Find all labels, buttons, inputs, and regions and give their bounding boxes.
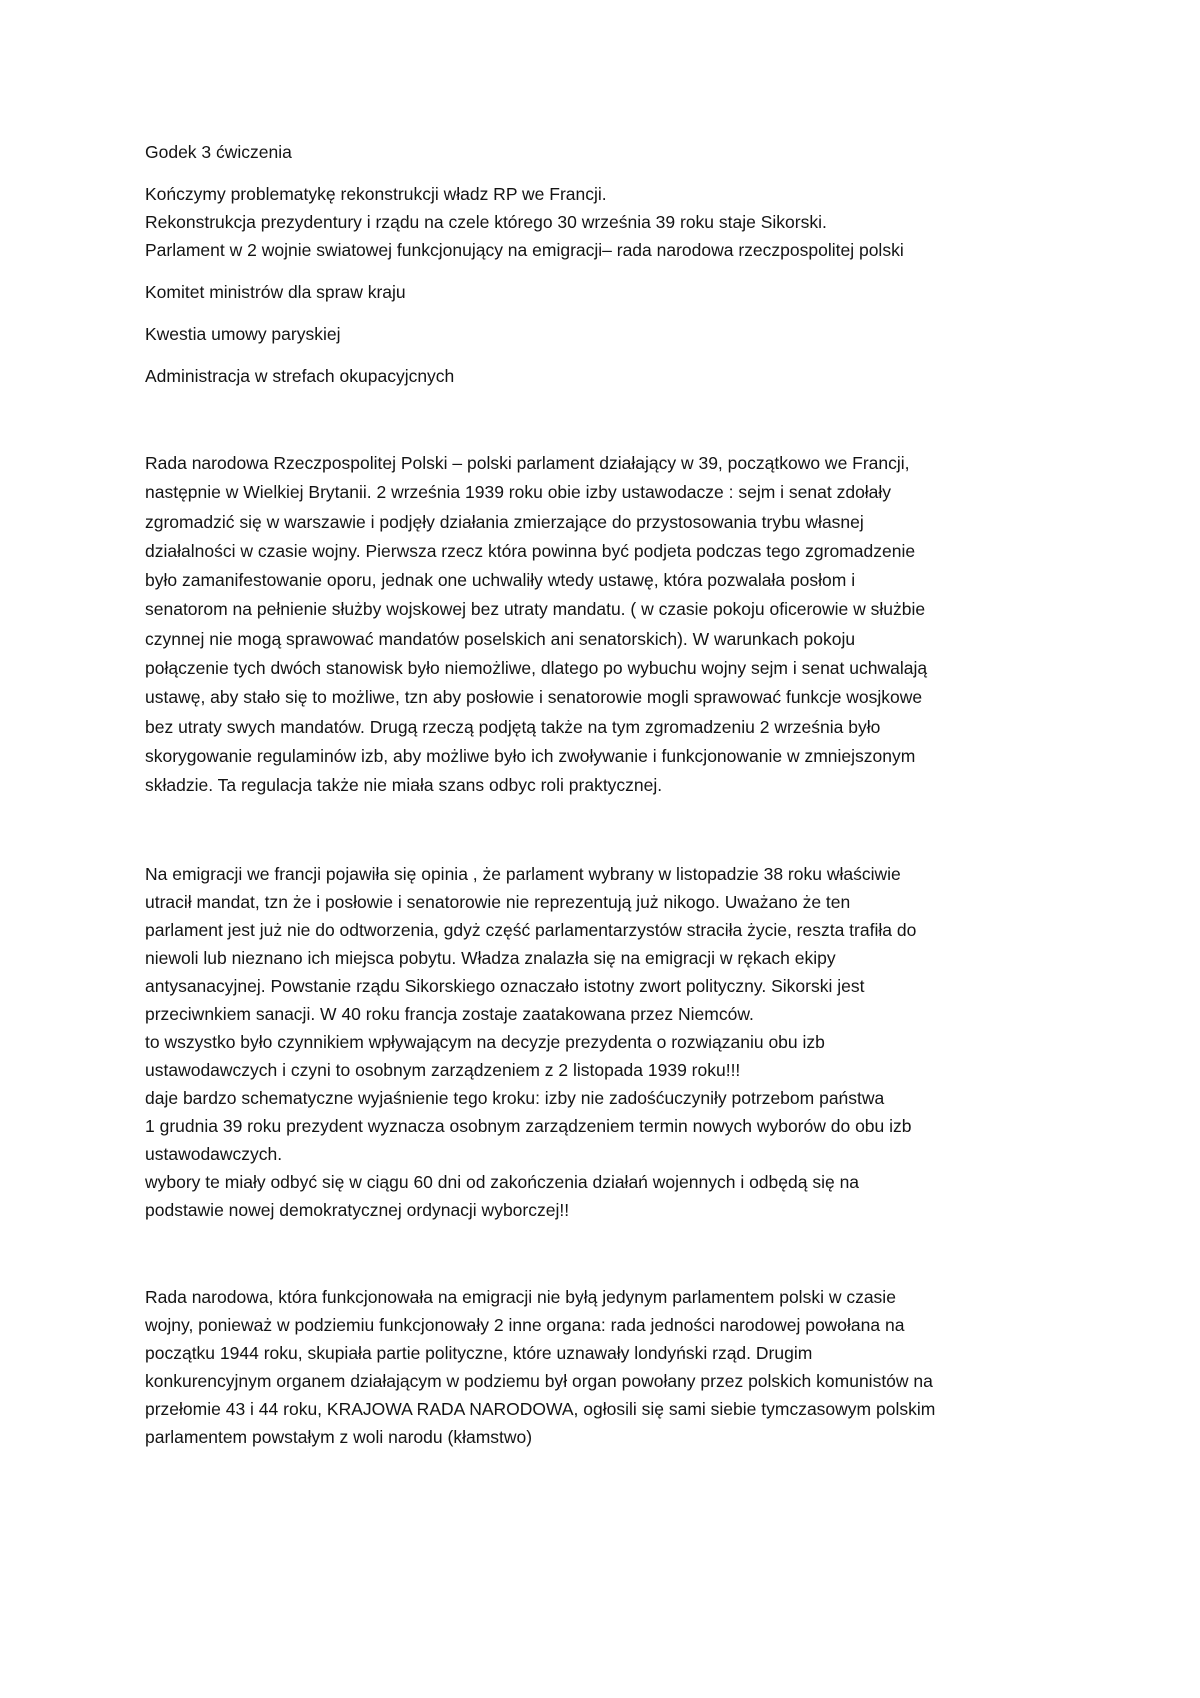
paragraph-line: parlamentem powstałym z woli narodu (kłamstwo)	[145, 1426, 533, 1447]
paragraph-line: skorygowanie regulaminów izb, aby możliwe było ich zwoływanie i funkcjonowanie w zmniejszonym	[145, 745, 916, 766]
paragraph-emigracja	[145, 860, 1085, 1224]
intro-line: Kończymy problematykę rekonstrukcji władz RP we Francji.	[145, 184, 607, 204]
paragraph-line: wybory te miały odbyć się w ciągu 60 dni od zakończenia działań wojennych i odbędą się na	[145, 1171, 860, 1192]
paragraph-line: wojny, ponieważ w podziemiu funkcjonowały 2 inne organa: rada jedności narodowej powołana na	[145, 1314, 905, 1335]
topic-item: Kwestia umowy paryskiej	[145, 324, 341, 344]
paragraph-line: podstawie nowej demokratycznej ordynacji wyborczej!!	[145, 1199, 570, 1220]
paragraph-inne-organa	[145, 1283, 1085, 1451]
paragraph-line: składzie. Ta regulacja także nie miała szans odbyc roli praktycznej.	[145, 775, 663, 796]
paragraph-line: Na emigracji we francji pojawiła się opinia , że parlament wybrany w listopadzie 38 roku właściwie	[145, 863, 901, 884]
paragraph-line: przełomie 43 i 44 roku, KRAJOWA RADA NARODOWA, ogłosili się sami siebie tymczasowym polskim	[145, 1398, 936, 1419]
paragraph-line: początku 1944 roku, skupiała partie polityczne, które uznawały londyński rząd. Drugim	[145, 1342, 813, 1363]
paragraph-line: parlament jest już nie do odtworzenia, gdyż część parlamentarzystów straciła życie, reszta trafiła do	[145, 919, 917, 940]
intro-line: Rekonstrukcja prezydentury i rządu na czele którego 30 września 39 roku staje Sikorski.	[145, 212, 827, 232]
paragraph-line: połączenie tych dwóch stanowisk było niemożliwe, dlatego po wybuchu wojny sejm i senat uchwalają	[145, 658, 928, 679]
paragraph-line: ustawodawczych i czyni to osobnym zarządzeniem z 2 listopada 1939 roku!!!	[145, 1059, 741, 1080]
document-title: Godek 3 ćwiczenia	[145, 142, 292, 162]
paragraph-line: ustawę, aby stało się to możliwe, tzn aby posłowie i senatorowie mogli sprawować funkcje wosjkowe	[145, 687, 923, 708]
topic-item: Komitet ministrów dla spraw kraju	[145, 282, 406, 302]
document-body	[145, 138, 1085, 1451]
paragraph-line: Rada narodowa Rzeczpospolitej Polski – polski parlament działający w 39, początkowo we Francji,	[145, 453, 910, 473]
paragraph-line: utracił mandat, tzn że i posłowie i senatorowie nie reprezentują już nikogo. Uważano że ten	[145, 891, 851, 912]
paragraph-line: przeciwnkiem sanacji. W 40 roku francja zostaje zaatakowana przez Niemców.	[145, 1003, 754, 1024]
paragraph-line: czynnej nie mogą sprawować mandatów poselskich ani senatorskich). W warunkach pokoju	[145, 628, 856, 649]
paragraph-line: zgromadzić się w warszawie i podjęły działania zmierzające do przystosowania trybu własnej	[145, 511, 864, 532]
paragraph-line: to wszystko było czynnikiem wpływającym na decyzje prezydenta o rozwiązaniu obu izb	[145, 1031, 825, 1052]
paragraph-line: następnie w Wielkiej Brytanii. 2 września 1939 roku obie izby ustawodacze : sejm i senat zdołały	[145, 482, 892, 503]
intro-block	[145, 180, 1085, 264]
paragraph-rada-narodowa	[145, 449, 1085, 801]
paragraph-line: daje bardzo schematyczne wyjaśnienie tego kroku: izby nie zadośćuczyniły potrzebom państwa	[145, 1087, 885, 1108]
paragraph-line: konkurencyjnym organem działającym w podziemu był organ powołany przez polskich komunistów na	[145, 1370, 933, 1391]
paragraph-line: było zamanifestowanie oporu, jednak one uchwaliły wtedy ustawę, która pozwalała posłom i	[145, 570, 856, 591]
paragraph-line: bez utraty swych mandatów. Drugą rzeczą podjętą także na tym zgromadzeniu 2 września było	[145, 716, 881, 737]
paragraph-line: senatorom na pełnienie służby wojskowej bez utraty mandatu. ( w czasie pokoju oficerowie w służbie	[145, 599, 926, 620]
intro-line: Parlament w 2 wojnie swiatowej funkcjonujący na emigracji– rada narodowa rzeczpospolitej polski	[145, 240, 904, 260]
paragraph-line: działalności w czasie wojny. Pierwsza rzecz która powinna być podjeta podczas tego zgromadzenie	[145, 540, 916, 561]
paragraph-line: Rada narodowa, która funkcjonowała na emigracji nie byłą jedynym parlamentem polski w czasie	[145, 1286, 896, 1307]
paragraph-line: niewoli lub nieznano ich miejsca pobytu. Władza znalazła się na emigracji w rękach ekipy	[145, 947, 836, 968]
paragraph-line: ustawodawczych.	[145, 1143, 283, 1164]
topic-item: Administracja w strefach okupacyjcnych	[145, 366, 455, 386]
paragraph-line: antysanacyjnej. Powstanie rządu Sikorskiego oznaczało istotny zwort polityczny. Sikorski jest	[145, 975, 865, 996]
paragraph-line: 1 grudnia 39 roku prezydent wyznacza osobnym zarządzeniem termin nowych wyborów do obu izb	[145, 1115, 912, 1136]
